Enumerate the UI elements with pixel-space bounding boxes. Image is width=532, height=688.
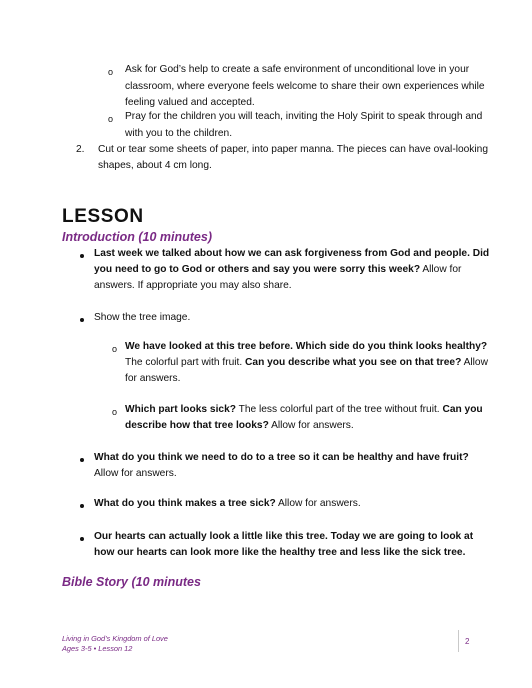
sub2-question: Which part looks sick? xyxy=(125,404,236,415)
bullet1-line1: Last week we talked about how we can ask forgiveness from God and people. Did xyxy=(94,248,490,259)
sub-bullet-marker: o xyxy=(112,407,118,417)
sub2-question-end: describe how that tree looks? xyxy=(125,420,269,431)
sub-bullet-marker: o xyxy=(108,114,114,124)
bullet3-line1: What do you think we need to do to a tree so it can be healthy and have fruit? xyxy=(94,452,469,463)
bullet5-line1: Our hearts can actually look a little like this tree. Today we are going to look at xyxy=(94,531,474,542)
list-number: 2. xyxy=(76,144,85,155)
prep-sub2-line1: Pray for the children you will teach, inviting the Holy Spirit to speak through and xyxy=(125,111,483,122)
bullet5-line2: how our hearts can look more like the healthy tree and less like the sick tree. xyxy=(94,547,466,558)
bullet4-line xyxy=(94,496,361,513)
lesson-heading: LESSON xyxy=(62,206,144,227)
sub2-question-start: Can you xyxy=(442,404,483,415)
bullet1-instruction: Allow for xyxy=(420,264,462,275)
prep-item2-line2: shapes, about 4 cm long. xyxy=(98,160,212,171)
bullet-dot xyxy=(80,254,84,258)
sub-bullet-marker: o xyxy=(108,67,114,77)
bullet2-text: Show the tree image. xyxy=(94,312,191,323)
sub2-line1 xyxy=(125,402,483,419)
bullet3-line2: Allow for answers. xyxy=(94,468,177,479)
prep-sub1-line1: Ask for God’s help to create a safe environment of unconditional love in your xyxy=(125,64,470,75)
sub1-line1: We have looked at this tree before. Which side do you think looks healthy? xyxy=(125,341,488,352)
footer-divider xyxy=(458,630,459,652)
bullet1-question: you need to go to God or others and say you were sorry this week? xyxy=(94,264,421,275)
bullet1-line2 xyxy=(94,262,461,279)
bullet4-instruction: Allow for answers. xyxy=(275,498,361,509)
introduction-heading: Introduction (10 minutes) xyxy=(62,230,212,244)
sub1-question: Can you describe what you see on that tree? xyxy=(245,357,462,368)
sub2-instruction: Allow for answers. xyxy=(268,420,354,431)
bullet-dot xyxy=(80,318,84,322)
prep-sub1-line2: classroom, where everyone feels welcome to share their own experiences while xyxy=(125,81,485,92)
bullet4-question: What do you think makes a tree sick? xyxy=(94,498,276,509)
footer-subtitle: Ages 3-5 • Lesson 12 xyxy=(62,644,133,653)
bullet-dot xyxy=(80,537,84,541)
footer-title: Living in God’s Kingdom of Love xyxy=(62,634,168,643)
sub1-instruction: Allow xyxy=(461,357,488,368)
prep-item2-line1: Cut or tear some sheets of paper, into paper manna. The pieces can have oval-looking xyxy=(98,144,488,155)
sub2-line2 xyxy=(125,418,354,435)
prep-sub1-line3: feeling valued and accepted. xyxy=(125,97,255,108)
sub1-line3: for answers. xyxy=(125,373,181,384)
sub-bullet-marker: o xyxy=(112,344,118,354)
sub2-answer: The less colorful part of the tree without fruit. xyxy=(235,404,443,415)
bullet1-line3: answers. If appropriate you may also share. xyxy=(94,280,292,291)
sub1-line2 xyxy=(125,355,488,372)
bible-story-heading: Bible Story (10 minutes xyxy=(62,575,201,589)
bullet-dot xyxy=(80,458,84,462)
sub1-answer: The colorful part with fruit. xyxy=(125,357,246,368)
page-number: 2 xyxy=(465,637,470,646)
bullet-dot xyxy=(80,504,84,508)
prep-sub2-line2: with you to the children. xyxy=(125,128,233,139)
